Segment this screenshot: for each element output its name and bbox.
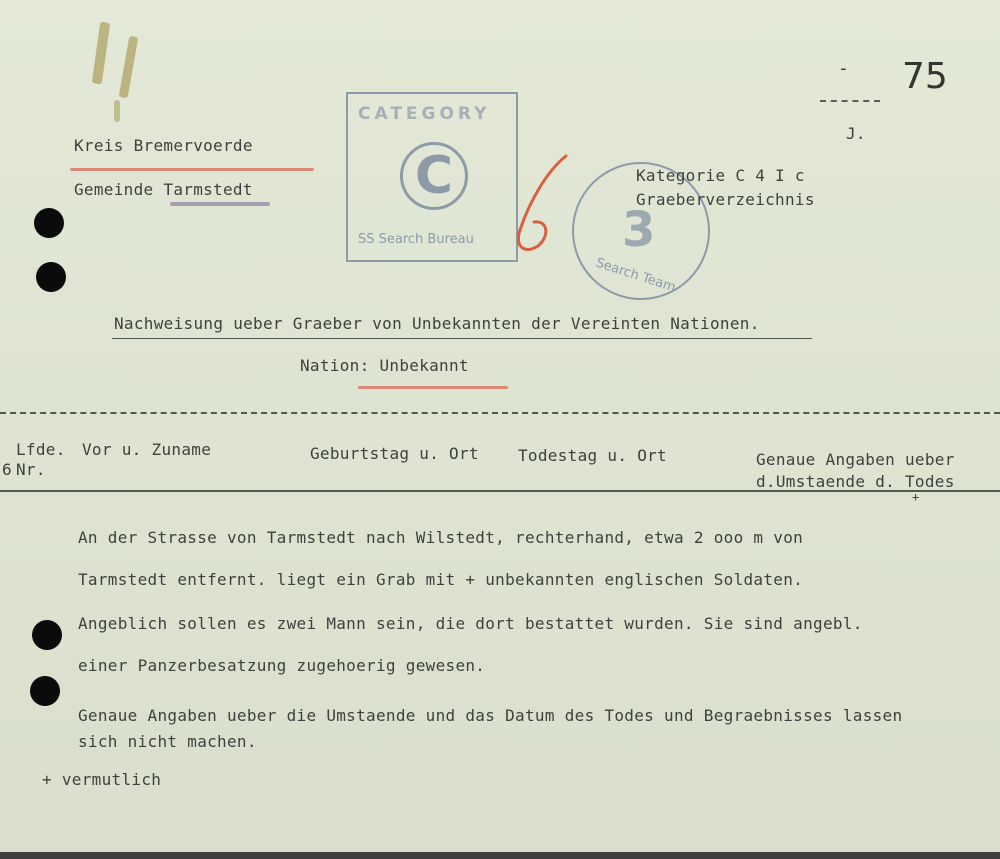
- gemeinde-label: Gemeinde Tarmstedt: [74, 180, 253, 199]
- plus-mark: +: [912, 490, 920, 504]
- table-top-rule: [0, 412, 1000, 414]
- corner-mark: J.: [846, 124, 866, 143]
- heading-underline: [112, 338, 812, 339]
- column-lfde: Lfde.: [16, 440, 66, 459]
- punch-hole: [30, 676, 60, 706]
- stamp-footer: SS Search Bureau: [358, 232, 474, 247]
- handwritten-red-mark: [508, 150, 578, 260]
- column-geburt: Geburtstag u. Ort: [310, 444, 479, 463]
- document-heading: Nachweisung ueber Graeber von Unbekannten der Vereinten Nationen.: [114, 314, 760, 333]
- body-line: sich nicht machen.: [78, 732, 257, 751]
- pencil-mark: [92, 22, 111, 85]
- body-line: Angeblich sollen es zwei Mann sein, die dort bestattet wurden. Sie sind angebl.: [78, 614, 863, 633]
- table-header-rule: [0, 490, 1000, 492]
- scan-edge: [0, 852, 1000, 859]
- nation-label: Nation: Unbekannt: [300, 356, 469, 375]
- pencil-mark: [114, 100, 120, 122]
- column-angaben-1: Genaue Angaben ueber: [756, 450, 955, 469]
- stamp-number: 3: [622, 202, 656, 258]
- top-mark: -: [838, 58, 849, 79]
- column-angaben-2: d.Umstaende d. Todes: [756, 472, 955, 491]
- punch-hole: [36, 262, 66, 292]
- kategorie-label: Kategorie C 4 I c: [636, 166, 805, 185]
- body-line: Tarmstedt entfernt. liegt ein Grab mit + unbekannten englischen Soldaten.: [78, 570, 804, 589]
- page-number: 75: [902, 56, 948, 97]
- kreis-label: Kreis Bremervoerde: [74, 136, 253, 155]
- stamp-arc-text: Search Team: [593, 255, 678, 296]
- column-name: Vor u. Zuname: [82, 440, 212, 459]
- body-line: Genaue Angaben ueber die Umstaende und das Datum des Todes und Begraebnisses lassen: [78, 706, 903, 725]
- footnote: + vermutlich: [42, 770, 162, 789]
- red-underline: [358, 386, 508, 389]
- stamp-heading: CATEGORY: [358, 104, 491, 124]
- pencil-mark: [119, 36, 139, 99]
- body-line: An der Strasse von Tarmstedt nach Wilstedt, rechterhand, etwa 2 ooo m von: [78, 528, 804, 547]
- column-tod: Todestag u. Ort: [518, 446, 667, 465]
- stamp-letter: C: [400, 142, 468, 210]
- punch-hole: [32, 620, 62, 650]
- punch-hole: [34, 208, 64, 238]
- red-underline: [70, 168, 314, 171]
- dashed-mark: [820, 100, 880, 102]
- verzeichnis-label: Graeberverzeichnis: [636, 190, 815, 209]
- category-stamp: [346, 92, 518, 262]
- column-nr: Nr.: [16, 460, 46, 479]
- body-line: einer Panzerbesatzung zugehoerig gewesen.: [78, 656, 486, 675]
- side-mark: 6: [2, 460, 12, 479]
- purple-underline: [170, 202, 270, 206]
